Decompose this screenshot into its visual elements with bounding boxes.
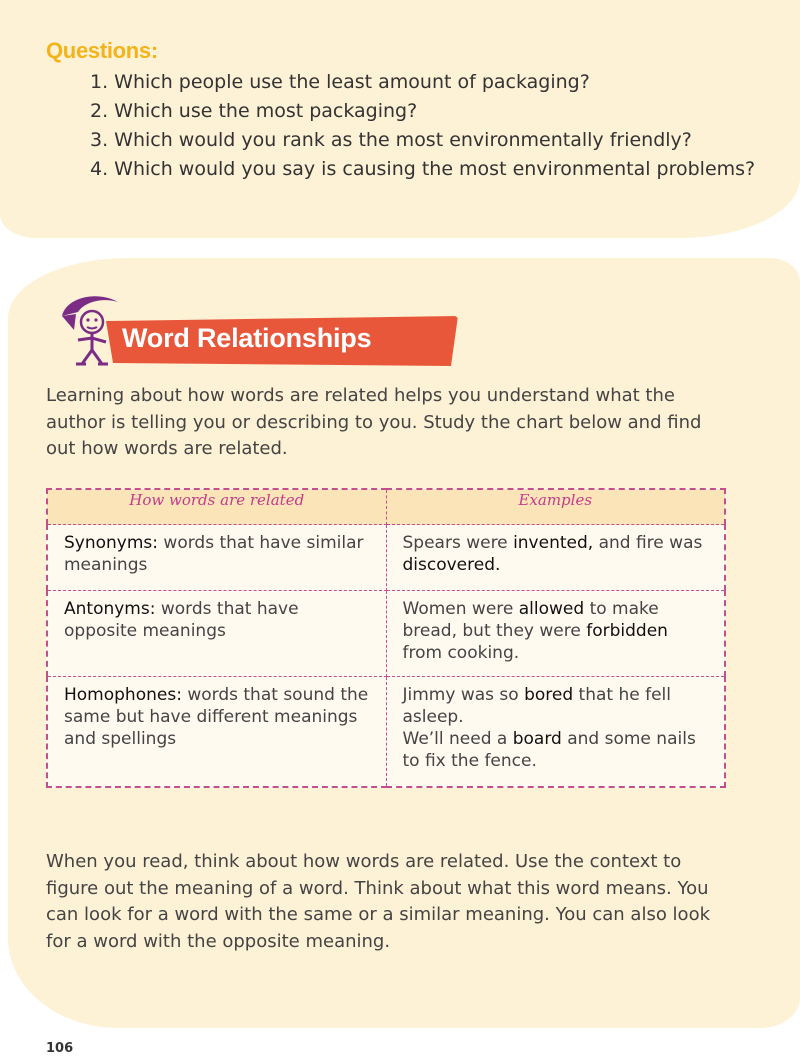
table-row (47, 677, 725, 788)
column-header-relation: How words are related (47, 489, 386, 525)
highlighted-word: invented, (513, 533, 594, 553)
questions-block (46, 38, 776, 184)
example-text: to make bread, but they were (402, 599, 659, 641)
relation-term: Homophones: (64, 685, 182, 705)
column-header-examples: Examples (386, 489, 725, 525)
intro-paragraph: Learning about how words are related helps you understand what the author is telling you or describing to you. Study the chart below and find out how words are related. (46, 385, 702, 459)
highlighted-word: discovered. (402, 555, 501, 575)
page-number: 106 (46, 1041, 74, 1056)
example-text: Spears were (402, 533, 514, 553)
relation-cell (47, 525, 386, 591)
section-title: Word Relationships (122, 323, 372, 353)
relation-cell (47, 591, 386, 677)
relation-definition: words that have opposite meanings (64, 599, 299, 641)
relationship-table (46, 488, 726, 788)
question-item: 2. Which use the most packaging? (90, 100, 418, 122)
section-header (56, 290, 416, 370)
table-row (47, 591, 725, 677)
highlighted-word: bored (524, 685, 574, 705)
table-row (47, 525, 725, 591)
relation-term: Synonyms: (64, 533, 159, 553)
example-text: Women were (402, 599, 519, 619)
example-cell (386, 525, 725, 591)
question-item: 4. Which would you say is causing the most environmental problems? (90, 158, 756, 180)
relation-term: Antonyms: (64, 599, 156, 619)
example-text: from cooking. (402, 643, 520, 663)
example-cell (386, 591, 725, 677)
word-relationship-chart (46, 488, 726, 793)
example-text: and some nails to fix the fence. (402, 729, 696, 771)
question-item: 1. Which people use the least amount of packaging? (90, 71, 590, 93)
highlighted-word: allowed (518, 599, 585, 619)
relation-cell (47, 677, 386, 788)
highlighted-word: board (512, 729, 562, 749)
example-text: We’ll need a (402, 729, 513, 749)
highlighted-word: forbidden (586, 621, 668, 641)
closing-paragraph: When you read, think about how words are related. Use the context to figure out the meaning of a word. Think about what this word means. You can look for a word with the same or a similar meaning. You can also look for a word with the opposite meaning. (46, 851, 711, 952)
example-text: Jimmy was so (402, 685, 525, 705)
questions-heading: Questions: (46, 38, 158, 63)
relation-definition: words that sound the same but have different meanings and spellings (64, 685, 369, 749)
relation-definition: words that have similar meanings (64, 533, 364, 575)
example-text: and fire was (593, 533, 703, 553)
question-item: 3. Which would you rank as the most environmentally friendly? (90, 129, 692, 151)
example-cell (386, 677, 725, 788)
example-text: that he fell asleep. (402, 685, 671, 727)
question-list (46, 68, 776, 184)
